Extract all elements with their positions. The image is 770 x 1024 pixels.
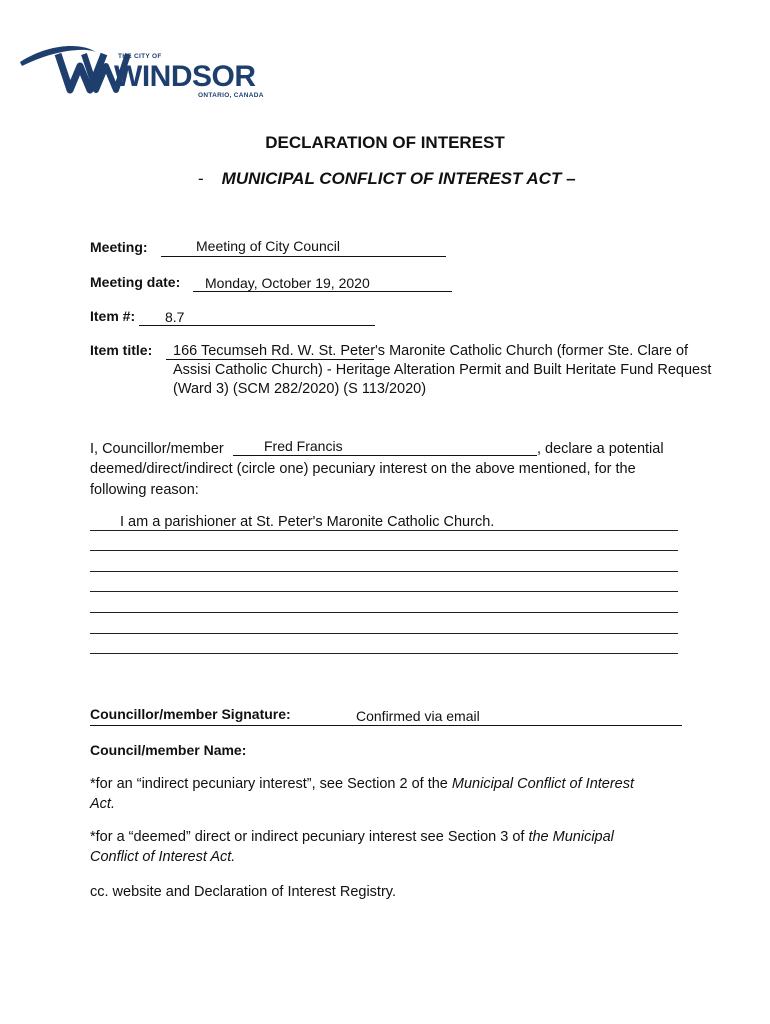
subtitle-dash: - [198,169,204,188]
reason-line-7[interactable] [90,653,678,654]
declaration-suffix: , declare a potential [537,441,664,457]
page-title: DECLARATION OF INTEREST [265,133,505,152]
reason-line-4[interactable] [90,591,678,592]
note-indirect-act-end: Act. [90,796,115,812]
note-deemed [90,827,690,867]
logo-region: ONTARIO, CANADA [198,92,264,99]
page-subtitle [198,169,576,189]
declaration-line-2: deemed/direct/indirect (circle one) pecuniary interest on the above mentioned, for the [90,461,636,477]
reason-line-2[interactable] [90,550,678,551]
meeting-date-label: Meeting date: [90,274,181,290]
item-title-line-2: Assisi Catholic Church) - Heritage Alteration Permit and Built Heritate Fund Request [173,362,712,378]
meeting-date-field[interactable] [193,273,452,292]
city-of-windsor-logo [18,40,274,106]
reason-text: I am a parishioner at St. Peter's Maronite Catholic Church. [120,514,495,530]
signature-line[interactable] [90,725,682,726]
note-indirect-text: *for an “indirect pecuniary interest”, see Section 2 of the [90,776,452,792]
meeting-date-value: Monday, October 19, 2020 [205,275,370,291]
meeting-value: Meeting of City Council [196,238,340,254]
note-indirect [90,774,690,814]
meeting-field[interactable] [161,237,446,257]
note-deemed-act: the Municipal [528,829,614,845]
reason-line-6[interactable] [90,633,678,634]
signature-value: Confirmed via email [356,708,480,724]
item-title-line-3: (Ward 3) (SCM 282/2020) (S 113/2020) [173,381,427,397]
item-number-label: Item #: [90,308,136,324]
cc-note: cc. website and Declaration of Interest Registry. [90,884,396,900]
meeting-label: Meeting: [90,239,148,255]
note-deemed-text: *for a “deemed” direct or indirect pecuniary interest see Section 3 of [90,829,529,845]
signature-label: Councillor/member Signature: [90,706,291,722]
note-indirect-act: Municipal Conflict of Interest [451,776,635,792]
subtitle-text: MUNICIPAL CONFLICT OF INTEREST ACT – [221,169,576,188]
item-title-line-1: 166 Tecumseh Rd. W. St. Peter's Maronite Catholic Church (former Ste. Clare of [173,343,689,359]
declaration-prefix: I, Councillor/member [90,441,224,457]
reason-line-1[interactable] [90,530,678,531]
logo-the-city-of: THE CITY OF [118,53,162,60]
note-deemed-act-end: Conflict of Interest Act. [90,849,236,865]
reason-line-5[interactable] [90,612,678,613]
reason-line-3[interactable] [90,571,678,572]
member-name-value: Fred Francis [264,438,343,454]
member-name-label: Council/member Name: [90,742,247,758]
item-number-field[interactable] [139,307,375,326]
declaration-line-3: following reason: [90,482,199,498]
logo-windsor: WINDSOR [114,60,256,93]
item-number-value: 8.7 [165,309,185,325]
item-title-label: Item title: [90,342,153,358]
member-name-field[interactable] [233,437,537,456]
